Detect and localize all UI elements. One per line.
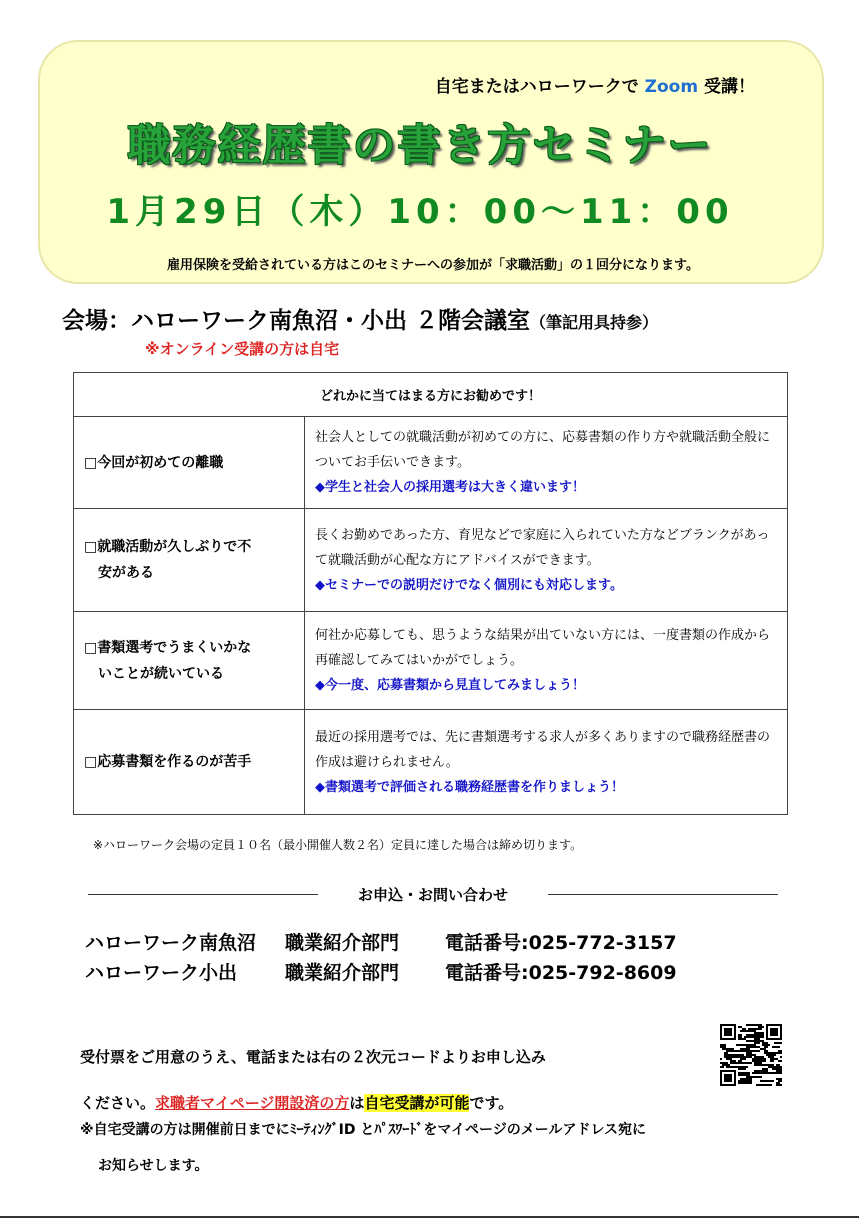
description-cell: 最近の採用選考では、先に書類選考する求人が多くありますので職務経歴書の作成は避けられません。 ◆書類選考で評価される職務経歴書を作りましょう！ bbox=[305, 710, 788, 815]
highlight-text: ◆今一度、応募書類から見直してみましょう！ bbox=[315, 678, 585, 693]
table-header-row bbox=[74, 373, 788, 417]
contact-heading bbox=[88, 882, 778, 906]
office-name: ハローワーク小出 bbox=[85, 962, 238, 984]
online-note: ※オンライン受講の方は自宅 bbox=[145, 340, 340, 358]
condition-cell: □就職活動が久しぶりで不 安がある bbox=[74, 509, 305, 612]
divider bbox=[548, 894, 778, 895]
description-cell: 長くお勤めであった方、育児などで家庭に入られていた方などブランクがあって就職活動が心配な方にアドバイスができます。 ◆セミナーでの説明だけでなく個別にも対応します。 bbox=[305, 509, 788, 612]
contact-heading-text: お申込・お問い合わせ bbox=[357, 886, 508, 904]
apply-line-1: 受付票をご用意のうえ、電話または右の２次元コードよりお申し込み bbox=[80, 1048, 546, 1066]
unemployment-insurance-notice: 雇用保険を受給されている方はこのセミナーへの参加が「求職活動」の１回分になります。 bbox=[167, 258, 699, 273]
highlight-text: ◆書類選考で評価される職務経歴書を作りましょう！ bbox=[315, 779, 624, 795]
office-name: ハローワーク南魚沼 bbox=[85, 932, 257, 954]
recommendation-table bbox=[73, 372, 788, 815]
table-row bbox=[74, 710, 788, 815]
highlight-text: ◆学生と社会人の採用選考は大きく違います！ bbox=[315, 480, 585, 495]
contact-line-minamiuonuma bbox=[85, 928, 677, 955]
phone-number[interactable]: 電話番号:025-792-8609 bbox=[445, 962, 677, 984]
table-row bbox=[74, 612, 788, 710]
highlight-text: ◆セミナーでの説明だけでなく個別にも対応します。 bbox=[315, 577, 623, 593]
venue: 会場：ハローワーク南魚沼・小出 ２階会議室（筆記用具持参） bbox=[62, 308, 659, 334]
table-row bbox=[74, 509, 788, 612]
condition-cell: □今回が初めての離職 bbox=[74, 417, 305, 509]
apply-line-2: ください。求職者マイページ開設済の方は自宅受講が可能です。 bbox=[80, 1094, 514, 1112]
page-title: 職務経歴書の書き方セミナー bbox=[127, 121, 713, 171]
table-heading: どれかに当てはまる方にお勧めです！ bbox=[74, 373, 788, 417]
header-banner bbox=[38, 40, 824, 284]
condition-cell: □書類選考でうまくいかな いことが続いている bbox=[74, 612, 305, 710]
capacity-note: ※ハローワーク会場の定員１０名（最小開催人数２名）定員に達した場合は締め切ります。 bbox=[93, 838, 583, 852]
zoom-label: Zoom bbox=[644, 77, 699, 97]
description-cell: 社会人としての就職活動が初めての方に、応募書類の作り方や就職活動全般についてお手伝いできます。 ◆学生と社会人の採用選考は大きく違います！ bbox=[305, 417, 788, 509]
description-cell: 何社か応募しても、思うような結果が出ていない方には、一度書類の作成から再確認してみてはいかがでしょう。 ◆今一度、応募書類から見直してみましょう！ bbox=[305, 612, 788, 710]
office-dept: 職業紹介部門 bbox=[285, 962, 400, 984]
venue-bring-note: （筆記用具持参） bbox=[530, 313, 659, 332]
home-attendance-details: ※自宅受講の方は開催前日までにﾐｰﾃｨﾝｸﾞID とﾊﾟｽﾜｰﾄﾞをマイページのメールアドレス宛に お知らせします。 bbox=[80, 1122, 647, 1174]
bottom-rule bbox=[0, 1216, 859, 1218]
mypage-holder-note: 求職者マイページ開設済の方 bbox=[155, 1094, 350, 1112]
qr-code-icon[interactable] bbox=[718, 1022, 784, 1088]
home-attendance-note: 自宅受講が可能 bbox=[364, 1094, 470, 1112]
office-dept: 職業紹介部門 bbox=[285, 932, 400, 954]
table-row bbox=[74, 417, 788, 509]
subtitle: 自宅またはハローワークで Zoom 受講！ bbox=[434, 77, 755, 97]
condition-cell: □応募書類を作るのが苦手 bbox=[74, 710, 305, 815]
seminar-date-time: 1月29日（木）10：00～11：00 bbox=[106, 192, 734, 232]
phone-number[interactable]: 電話番号:025-772-3157 bbox=[445, 932, 677, 954]
contact-line-koide bbox=[85, 958, 677, 985]
